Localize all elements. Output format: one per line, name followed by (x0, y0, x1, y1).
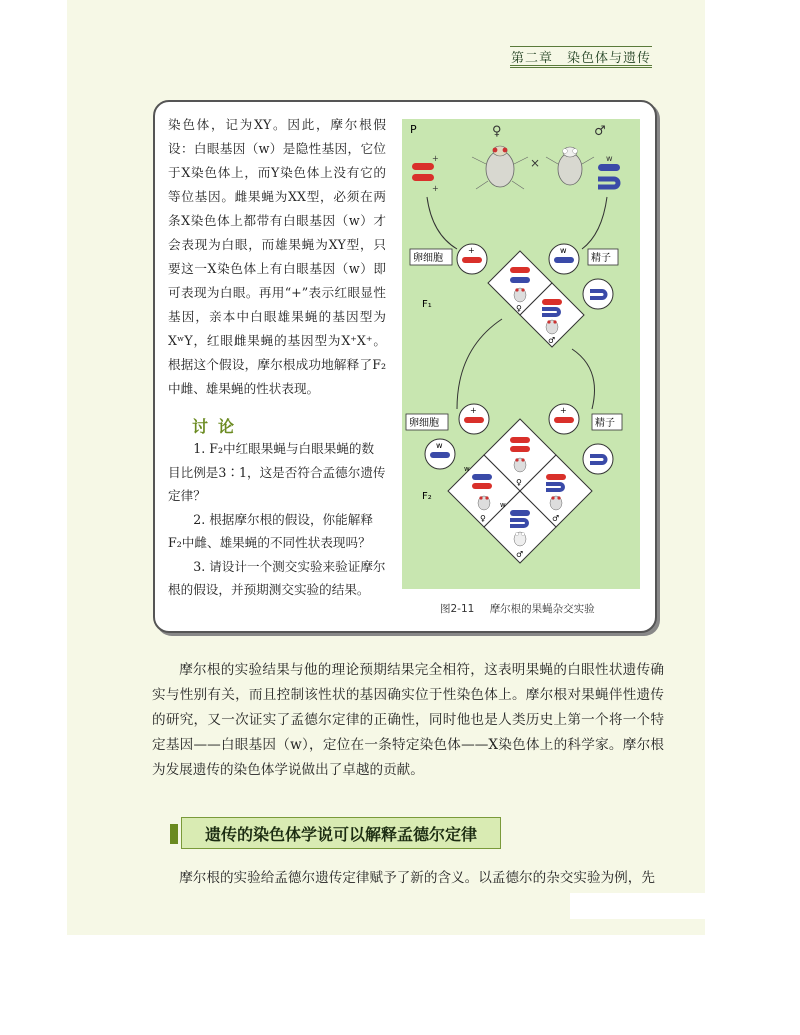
box-paragraph-text: 染色体，记为XY。因此，摩尔根假设：白眼基因（w）是隐性基因，它位于X染色体上，而Y染色体上没有它的等位基因。雌果蝇为XX型，必须在两条X染色体上都带有白眼基因（w）才会表现为白眼，而雄果蝇为XY型，只要这一X染色体上有白眼基因（w）即可表现为白眼。再用“+”表示红眼显性基因，亲本中白眼雄果蝇的基因型为XʷY，红眼雌果蝇的基因型为X⁺X⁺。根据这个假设，摩尔根成功地解释了F₂中雌、雄果蝇的性状表现。 (168, 117, 386, 396)
svg-text:♂: ♂ (516, 550, 524, 559)
figure-caption (440, 601, 640, 616)
svg-text:w: w (500, 501, 506, 509)
svg-text:+: + (560, 406, 567, 415)
svg-text:+: + (432, 184, 439, 193)
svg-text:w: w (464, 465, 470, 473)
svg-text:+: + (470, 406, 477, 415)
question-2: 2. 根据摩尔根的假设，你能解释F₂中雌、雄果蝇的不同性状表现吗？ (168, 511, 373, 550)
svg-text:♀: ♀ (516, 478, 522, 487)
discussion-questions (168, 437, 386, 602)
question-3: 3. 请设计一个测交实验来验证摩尔根的假设，并预期测交实验的结果。 (168, 558, 386, 597)
section-first-line (152, 866, 664, 890)
discussion-title: 讨论 (192, 417, 245, 436)
label-p: P (410, 123, 417, 136)
label-f2: F₂ (422, 491, 432, 502)
svg-text:精子: 精子 (595, 418, 615, 429)
egg-cell-label-1 (410, 249, 452, 265)
svg-text:w: w (436, 441, 443, 450)
chapter-header: 第二章 染色体与遗传 (510, 46, 652, 68)
main-paragraph (152, 658, 664, 783)
question-1: 1. F₂中红眼果蝇与白眼果蝇的数目比例是3∶1，这是否符合孟德尔遗传定律？ (168, 441, 386, 503)
section-heading: 遗传的染色体学说可以解释孟德尔定律 (181, 817, 501, 849)
svg-text:卵细胞: 卵细胞 (409, 418, 439, 429)
svg-text:精子: 精子 (591, 253, 611, 264)
box-paragraph (168, 113, 386, 401)
figure-number: 图2-11 (440, 603, 475, 615)
svg-text:♂: ♂ (552, 514, 560, 523)
fruit-fly-cross-diagram (402, 119, 640, 589)
svg-text:+: + (468, 246, 475, 255)
sperm-label-2 (592, 414, 622, 430)
cross-symbol: × (530, 156, 541, 170)
svg-text:♀: ♀ (516, 304, 522, 313)
sperm-gamete-2b (583, 444, 613, 474)
male-symbol-p: ♂ (594, 124, 606, 139)
svg-text:+: + (432, 154, 439, 163)
svg-text:w: w (560, 246, 567, 255)
label-f1: F₁ (422, 299, 432, 310)
section-first-line-text: 摩尔根的实验给孟德尔遗传定律赋予了新的含义。以孟德尔的杂交实验为例，先 (179, 870, 655, 886)
svg-text:w: w (606, 154, 613, 163)
page-edge-cover (570, 893, 707, 919)
figure-title: 摩尔根的果蝇杂交实验 (489, 603, 595, 615)
female-symbol-p: ♀ (492, 124, 502, 139)
svg-text:♀: ♀ (480, 514, 486, 523)
egg-cell-label-2 (406, 414, 448, 430)
svg-text:卵细胞: 卵细胞 (413, 253, 443, 264)
main-paragraph-text: 摩尔根的实验结果与他的理论预期结果完全相符，这表明果蝇的白眼性状遗传确实与性别有关，而且控制该性状的基因确实位于性染色体上。摩尔根对果蝇伴性遗传的研究，又一次证实了孟德尔定律的正确性，同时他也是人类历史上第一个将一个特定基因——白眼基因（w），定位在一条特定染色体——X染色体上的科学家。摩尔根为发展遗传的染色体学说做出了卓越的贡献。 (152, 662, 664, 778)
sperm-label-1 (588, 249, 618, 265)
sperm-gamete-1b (583, 279, 613, 309)
svg-text:♂: ♂ (548, 336, 556, 345)
